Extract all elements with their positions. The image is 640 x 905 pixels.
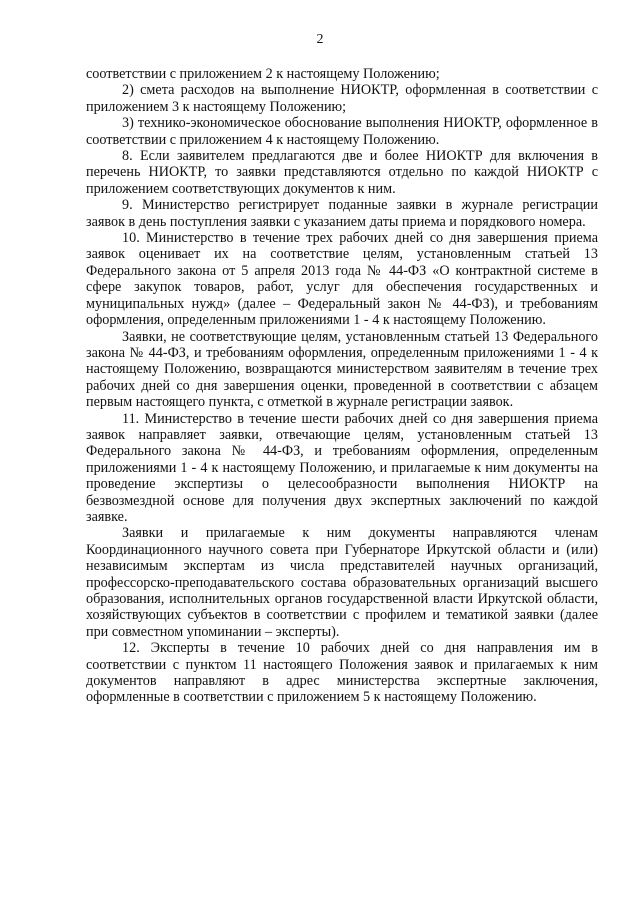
paragraph-clause-9: 9. Министерство регистрирует поданные заявки в журнале регистрации заявок в день поступления заявки с указанием даты приема и порядкового номера.	[86, 197, 598, 230]
paragraph-clause-10-rejection: Заявки, не соответствующие целям, установленным статьей 13 Федерального закона № 44-ФЗ, и требованиям оформления, определенным приложениями 1 - 4 к настоящему Положению, возвращаются министерством заявителям в течение трех рабочих дней со дня завершения оценки, проведенной в соответствии с абзацем первым настоящего пункта, с отметкой в журнале регистрации заявок.	[86, 328, 598, 411]
paragraph-item-3: 3) технико-экономическое обоснование выполнения НИОКТР, оформленное в соответствии с приложением 4 к настоящему Положению.	[86, 115, 598, 148]
page-number: 2	[316, 32, 324, 47]
paragraph-clause-11-experts: Заявки и прилагаемые к ним документы направляются членам Координационного научного совета при Губернаторе Иркутской области и (или) независимым экспертам из числа представителей научных организаций, профессорско-преподавательского состава образовательных организаций высшего образования, исполнительных органов государственной власти Иркутской области, хозяйствующих субъектов в соответствии с профилем и тематикой заявки (далее при совместном упоминании – эксперты).	[86, 525, 598, 640]
paragraph-continuation: соответствии с приложением 2 к настоящему Положению;	[86, 66, 440, 82]
document-body	[86, 66, 598, 706]
paragraph-clause-8: 8. Если заявителем предлагаются две и более НИОКТР для включения в перечень НИОКТР, то заявки представляются отдельно по каждой НИОКТР с приложением соответствующих документов к ним.	[86, 148, 598, 197]
paragraph-clause-10: 10. Министерство в течение трех рабочих дней со дня завершения приема заявок оценивает их на соответствие целям, установленным статьей 13 Федерального закона от 5 апреля 2013 года № 44-ФЗ «О контрактной системе в сфере закупок товаров, работ, услуг для обеспечения государственных и муниципальных нужд» (далее – Федеральный закон № 44-ФЗ), и требованиям оформления, определенным приложениями 1 - 4 к настоящему Положению.	[86, 230, 598, 329]
paragraph-clause-11: 11. Министерство в течение шести рабочих дней со дня завершения приема заявок направляет заявки, отвечающие целям, установленным статьей 13 Федерального закона № 44-ФЗ, и требованиям оформления, определенным приложениями 1 - 4 к настоящему Положению, и прилагаемые к ним документы на проведение экспертизы о целесообразности выполнения НИОКТР на безвозмездной основе для получения двух экспертных заключений по каждой заявке.	[86, 410, 598, 525]
paragraph-clause-12: 12. Эксперты в течение 10 рабочих дней со дня направления им в соответствии с пунктом 11 настоящего Положения заявок и прилагаемых к ним документов направляют в адрес министерства экспертные заключения, оформленные в соответствии с приложением 5 к настоящему Положению.	[86, 640, 598, 706]
paragraph-item-2: 2) смета расходов на выполнение НИОКТР, оформленная в соответствии с приложением 3 к настоящему Положению;	[86, 82, 598, 115]
